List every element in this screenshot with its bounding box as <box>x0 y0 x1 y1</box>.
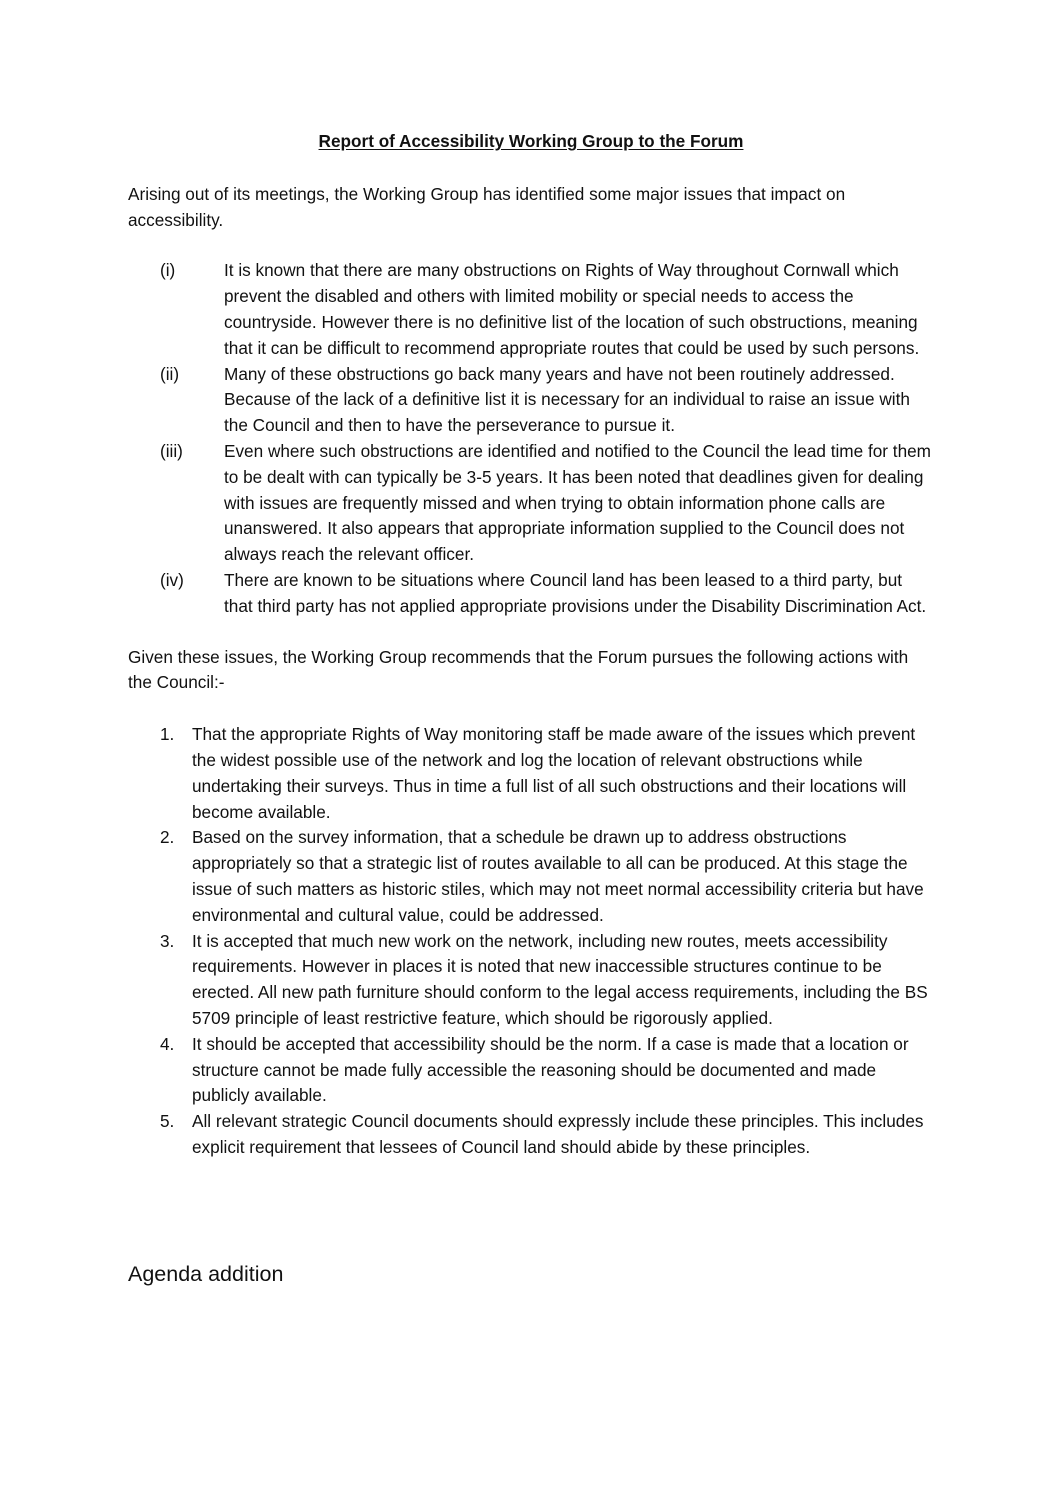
action-item <box>128 929 934 1032</box>
action-text: It should be accepted that accessibility should be the norm. If a case is made that a location or structure cannot be made fully accessible the reasoning should be documented and made publicly available. <box>192 1033 909 1106</box>
issue-marker: (i) <box>160 260 176 281</box>
issue-item <box>128 568 934 620</box>
action-item <box>128 722 934 825</box>
issue-marker: (iii) <box>160 440 183 461</box>
issue-text: It is known that there are many obstructions on Rights of Way throughout Cornwall which prevent the disabled and others with limited mobility or special needs to access the countryside. However there is no definitive list of the location of such obstructions, meaning that it can be difficult to recommend appropriate routes that could be used by such persons. <box>224 260 920 358</box>
issues-list <box>128 258 934 619</box>
action-number: 1. <box>160 724 175 745</box>
issue-text: There are known to be situations where Council land has been leased to a third party, but that third party has not applied appropriate provisions under the Disability Discrimination Act. <box>224 569 927 616</box>
action-item <box>128 825 934 928</box>
action-text: Based on the survey information, that a schedule be drawn up to address obstructions appropriately so that a strategic list of routes available to all can be produced. At this stage the issue of such matters as historic stiles, which may not meet normal accessibility criteria but have environmental and cultural value, could be addressed. <box>192 827 924 925</box>
issue-marker: (ii) <box>160 363 180 384</box>
issue-item <box>128 258 934 361</box>
action-item <box>128 1109 934 1161</box>
action-number: 4. <box>160 1033 175 1054</box>
action-text: That the appropriate Rights of Way monitoring staff be made aware of the issues which prevent the widest possible use of the network and log the location of relevant obstructions while undertaking their surveys. Thus in time a full list of all such obstructions and their locations will become available. <box>192 724 916 822</box>
issue-item <box>128 439 934 568</box>
agenda-addition-heading: Agenda addition <box>128 1262 284 1286</box>
action-number: 2. <box>160 827 175 848</box>
recommendations-intro: Given these issues, the Working Group recommends that the Forum pursues the following actions with the Council:- <box>128 646 909 693</box>
action-number: 3. <box>160 930 175 951</box>
action-item <box>128 1032 934 1109</box>
action-text: All relevant strategic Council documents should expressly include these principles. This includes explicit requirement that lessees of Council land should abide by these principles. <box>192 1111 924 1157</box>
intro-paragraph: Arising out of its meetings, the Working Group has identified some major issues that impact on accessibility. <box>128 183 846 230</box>
issue-marker: (iv) <box>160 569 184 590</box>
action-number: 5. <box>160 1111 175 1132</box>
action-text: It is accepted that much new work on the network, including new routes, meets accessibility requirements. However in places it is noted that new inaccessible structures continue to be erected. All new path furniture should conform to the legal access requirements, including the BS 5709 principle of least restrictive feature, which should be rigorously applied. <box>192 930 928 1028</box>
issue-text: Even where such obstructions are identified and notified to the Council the lead time for them to be dealt with can typically be 3-5 years. It has been noted that deadlines given for dealing with issues are frequently missed and when trying to obtain information phone calls are unanswered. It also appears that appropriate information supplied to the Council does not always reach the relevant officer. <box>224 440 932 565</box>
issue-text: Many of these obstructions go back many years and have not been routinely addressed. Because of the lack of a definitive list it is necessary for an individual to raise an issue with the Council and then to have the perseverance to pursue it. <box>224 363 910 436</box>
actions-list <box>128 722 934 1161</box>
document-body <box>128 129 934 1161</box>
issue-item <box>128 362 934 439</box>
report-title: Report of Accessibility Working Group to the Forum <box>318 131 744 151</box>
